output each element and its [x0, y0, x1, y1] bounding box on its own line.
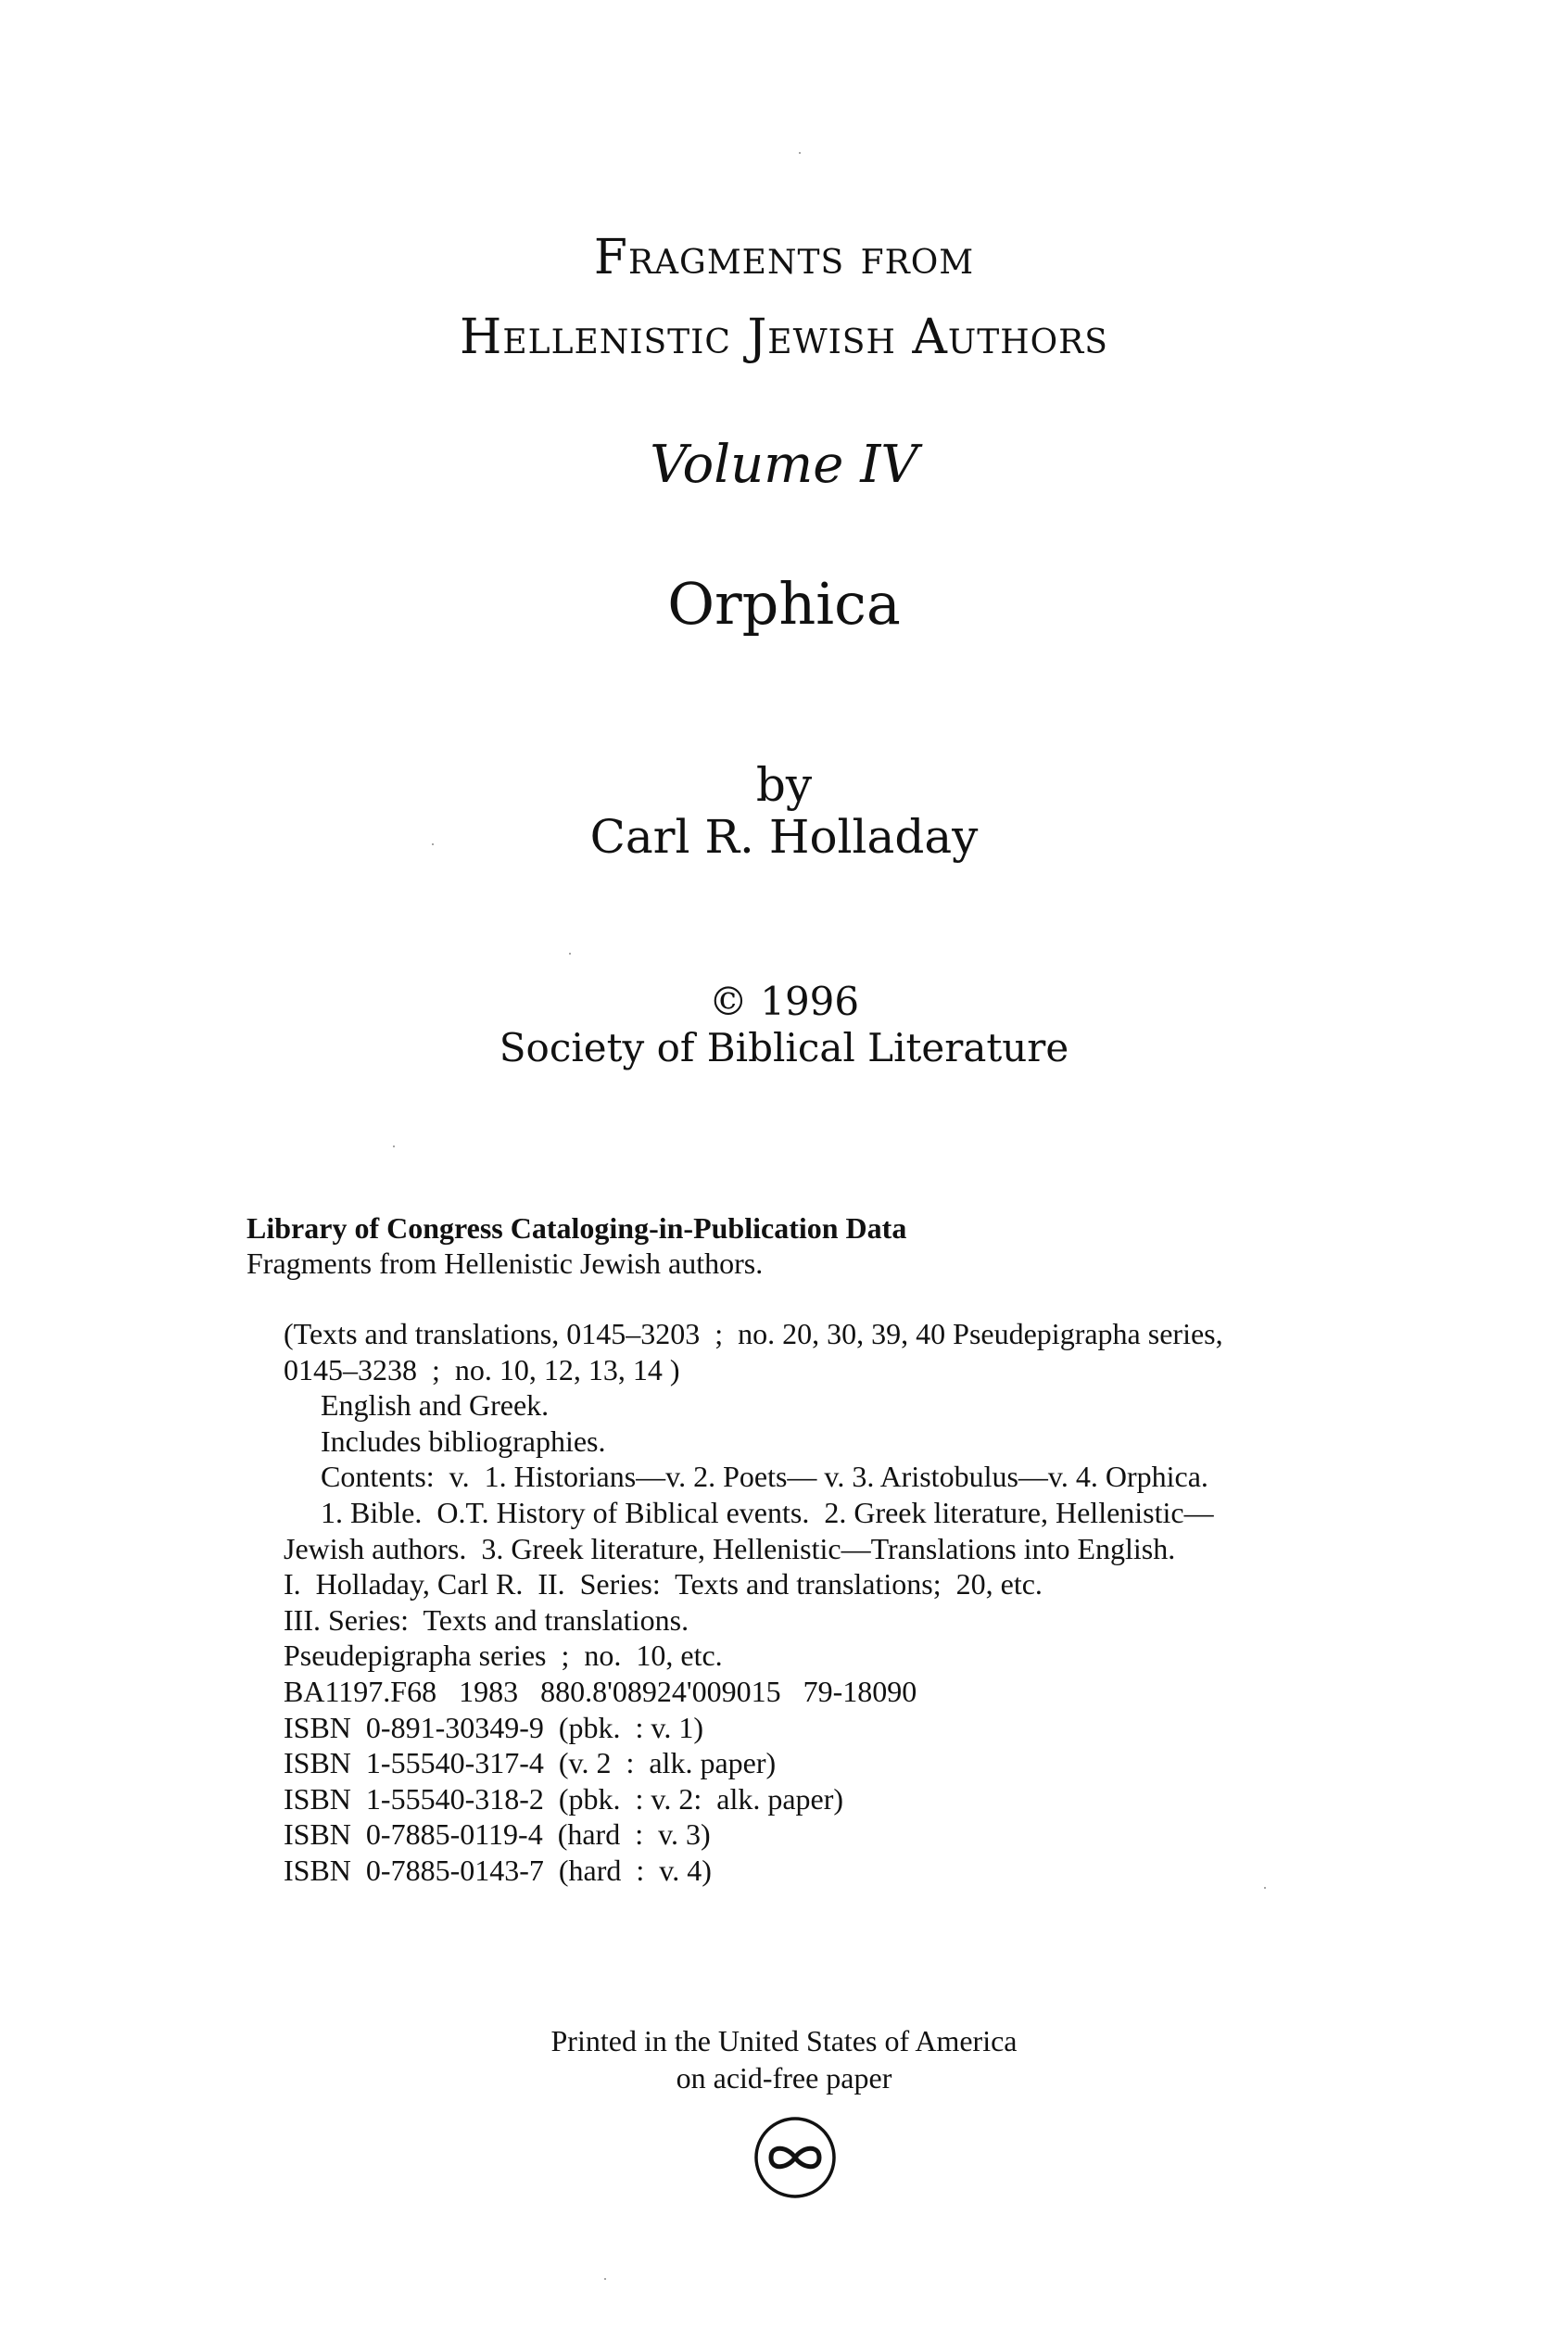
cip-note-line: Includes bibliographies.	[321, 1424, 606, 1458]
cip-title-line: Fragments from Hellenistic Jewish authors.	[247, 1247, 764, 1280]
cip-note-line: ISBN 0-891-30349-9 (pbk. : v. 1)	[284, 1710, 703, 1744]
cip-note-line: ISBN 0-7885-0143-7 (hard : v. 4)	[284, 1853, 712, 1887]
cip-note-line: English and Greek.	[321, 1388, 550, 1423]
infinity-paper-symbol-icon	[752, 2115, 838, 2200]
cip-note-line: 1. Bible. O.T. History of Biblical events. 2. Greek literature, Hellenistic—	[321, 1495, 1214, 1529]
author-name: Carl R. Holladay	[589, 810, 979, 864]
cip-note-line: Jewish authors. 3. Greek literature, Hellenistic—Translations into English.	[284, 1531, 1176, 1565]
acid-free-line: on acid-free paper	[676, 2061, 892, 2095]
cip-note-line: III. Series: Texts and translations.	[284, 1602, 689, 1637]
byline-by: by	[755, 758, 813, 812]
publisher-name: Society of Biblical Literature	[499, 1025, 1069, 1070]
printed-in-line: Printed in the United States of America	[550, 2024, 1018, 2057]
book-title-line-2: Hellenistic Jewish Authors	[460, 310, 1108, 365]
cip-notes	[284, 1316, 1396, 1889]
speck	[1264, 1887, 1266, 1889]
speck	[432, 843, 434, 845]
cip-note-line: BA1197.F68 1983 880.8'08924'009015 79-18090	[284, 1674, 917, 1708]
cip-note-line: Contents: v. 1. Historians—v. 2. Poets— v. 3. Aristobulus—v. 4. Orphica.	[321, 1460, 1208, 1494]
cip-note-line: Pseudepigrapha series ; no. 10, etc.	[284, 1639, 723, 1673]
speck	[569, 953, 571, 955]
speck	[393, 1146, 395, 1147]
cip-note-line: (Texts and translations, 0145–3203 ; no. 20, 30, 39, 40 Pseudepigrapha series,	[284, 1317, 1223, 1350]
speck	[799, 152, 801, 154]
cip-note-line: ISBN 1-55540-317-4 (v. 2 : alk. paper)	[284, 1746, 777, 1780]
cip-heading: Library of Congress Cataloging-in-Publication Data	[247, 1211, 907, 1245]
cip-note-line: ISBN 1-55540-318-2 (pbk. : v. 2: alk. paper)	[284, 1781, 844, 1816]
cip-block	[247, 1210, 1359, 1281]
speck	[604, 2278, 606, 2280]
cip-note-line: ISBN 0-7885-0119-4 (hard : v. 3)	[284, 1817, 711, 1852]
volume-label: Volume IV	[650, 435, 918, 495]
volume-subtitle: Orphica	[667, 570, 901, 638]
cip-note-line: I. Holladay, Carl R. II. Series: Texts and translations; 20, etc.	[284, 1567, 1043, 1601]
cip-note-line: 0145–3238 ; no. 10, 12, 13, 14 )	[284, 1352, 680, 1386]
book-title-line-1: Fragments from	[593, 230, 975, 285]
copyright-line: © 1996	[708, 979, 860, 1024]
